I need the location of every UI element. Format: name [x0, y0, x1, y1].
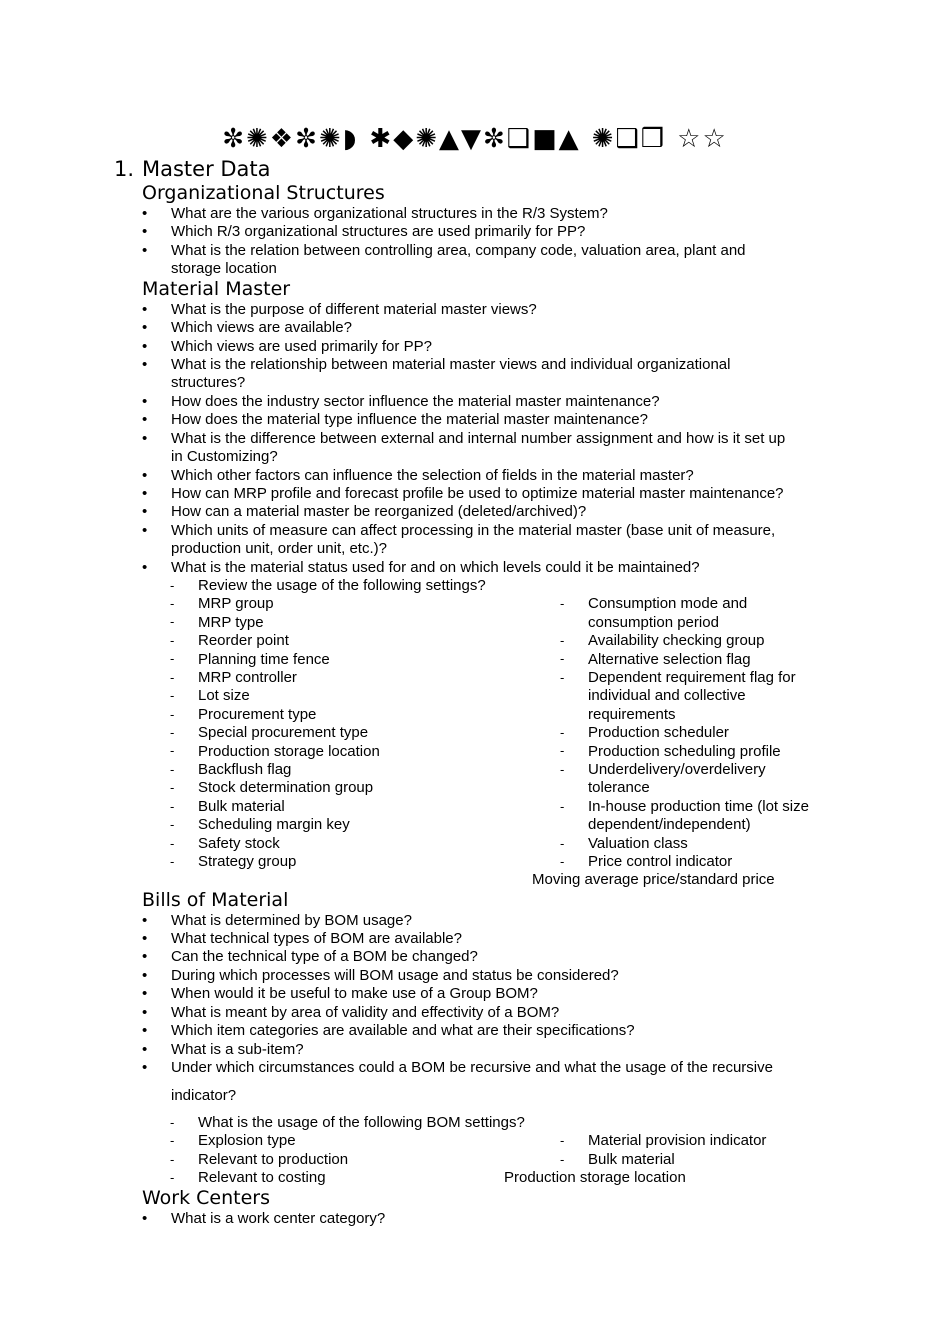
section-number: 1.	[114, 157, 135, 181]
dash: -	[170, 633, 175, 648]
setting-item: Planning time fence	[198, 651, 330, 668]
list-item: Which views are available?	[171, 319, 352, 336]
dash: -	[170, 1115, 175, 1130]
bullet: •	[142, 1041, 148, 1058]
setting-item: Explosion type	[198, 1132, 296, 1149]
setting-item: Safety stock	[198, 835, 280, 852]
dash: -	[560, 633, 565, 648]
dash: -	[170, 670, 175, 685]
dash: -	[170, 799, 175, 814]
heading-org-structures: Organizational Structures	[142, 182, 385, 204]
bullet: •	[142, 948, 148, 965]
dash: -	[170, 578, 175, 593]
setting-item: Backflush flag	[198, 761, 292, 778]
setting-item: Valuation class	[588, 835, 688, 852]
dash: -	[560, 670, 565, 685]
heading-work-centers: Work Centers	[142, 1187, 270, 1209]
dash: -	[170, 707, 175, 722]
setting-item: Bulk material	[198, 798, 285, 815]
list-item: What is a work center category?	[171, 1210, 386, 1227]
list-item: What technical types of BOM are available?	[171, 930, 462, 947]
dash: -	[170, 688, 175, 703]
list-item: During which processes will BOM usage and status be considered?	[171, 967, 619, 984]
setting-item: MRP controller	[198, 669, 297, 686]
bullet: •	[142, 1059, 148, 1076]
setting-item: Bulk material	[588, 1151, 675, 1168]
bullet: •	[142, 1022, 148, 1039]
list-item-cont: production unit, order unit, etc.)?	[171, 540, 387, 557]
list-item: What are the various organizational structures in the R/3 System?	[171, 205, 608, 222]
list-item: What is a sub-item?	[171, 1041, 304, 1058]
dash: -	[170, 1170, 175, 1185]
setting-item: In-house production time (lot size	[588, 798, 809, 815]
list-item: What is the purpose of different material master views?	[171, 301, 537, 318]
setting-item: Production scheduling profile	[588, 743, 781, 760]
setting-item: Availability checking group	[588, 632, 765, 649]
bullet: •	[142, 985, 148, 1002]
heading-material-master: Material Master	[142, 278, 291, 300]
dash: -	[170, 762, 175, 777]
heading-bills-of-material: Bills of Material	[142, 889, 289, 911]
setting-item: Alternative selection flag	[588, 651, 751, 668]
bullet: •	[142, 503, 148, 520]
document-title: ✼✺❖✼✺◗ ✱◆✺▲▼✼❑■▲ ✺❑❒ ☆☆	[222, 124, 728, 154]
dash: -	[170, 780, 175, 795]
bullet: •	[142, 485, 148, 502]
dash: -	[560, 725, 565, 740]
list-item: What is the material status used for and on which levels could it be maintained?	[171, 559, 700, 576]
setting-item: Production storage location	[198, 743, 380, 760]
setting-item: Relevant to costing	[198, 1169, 326, 1186]
setting-item: Special procurement type	[198, 724, 369, 741]
bullet: •	[142, 930, 148, 947]
dash: -	[170, 651, 175, 666]
setting-item-cont: dependent/independent)	[588, 816, 751, 833]
dash: -	[170, 836, 175, 851]
setting-item: Price control indicator	[588, 853, 733, 870]
list-item: What is the relation between controlling area, company code, valuation area, plant and	[171, 242, 746, 259]
setting-item: Procurement type	[198, 706, 317, 723]
bullet: •	[142, 338, 148, 355]
bullet: •	[142, 393, 148, 410]
bullet: •	[142, 1210, 148, 1227]
bullet: •	[142, 559, 148, 576]
list-item: How does the industry sector influence the material master maintenance?	[171, 393, 660, 410]
list-item: Under which circumstances could a BOM be recursive and what the usage of the recursive	[171, 1059, 773, 1076]
bullet: •	[142, 411, 148, 428]
list-item: Which units of measure can affect processing in the material master (base unit of measure,	[171, 522, 776, 539]
setting-item: Strategy group	[198, 853, 297, 870]
setting-item-cont: consumption period	[588, 614, 719, 631]
dash: -	[170, 725, 175, 740]
list-item: Can the technical type of a BOM be changed?	[171, 948, 478, 965]
list-item: Which item categories are available and what are their specifications?	[171, 1022, 635, 1039]
setting-item-cont: Moving average price/standard price	[532, 871, 775, 888]
list-item-cont: storage location	[171, 260, 277, 277]
setting-item: MRP group	[198, 595, 274, 612]
dash: -	[170, 817, 175, 832]
dash: -	[560, 836, 565, 851]
dash: -	[560, 1152, 565, 1167]
bullet: •	[142, 522, 148, 539]
dash: -	[170, 1133, 175, 1148]
setting-item: Underdelivery/overdelivery	[588, 761, 766, 778]
bullet: •	[142, 467, 148, 484]
dash: -	[170, 743, 175, 758]
bullet: •	[142, 242, 148, 259]
bullet: •	[142, 223, 148, 240]
list-item: Which R/3 organizational structures are used primarily for PP?	[171, 223, 586, 240]
bullet: •	[142, 356, 148, 373]
list-item: What is determined by BOM usage?	[171, 912, 412, 929]
list-item-cont: indicator?	[171, 1087, 237, 1104]
sub-item: Review the usage of the following settings?	[198, 577, 486, 594]
sub-item: What is the usage of the following BOM settings?	[198, 1114, 525, 1131]
list-item: Which views are used primarily for PP?	[171, 338, 432, 355]
list-item: What is the difference between external and internal number assignment and how is it set up	[171, 430, 786, 447]
list-item: Which other factors can influence the selection of fields in the material master?	[171, 467, 694, 484]
dash: -	[170, 596, 175, 611]
dash: -	[560, 651, 565, 666]
setting-item: Scheduling margin key	[198, 816, 350, 833]
setting-item: Production scheduler	[588, 724, 729, 741]
list-item-cont: structures?	[171, 374, 246, 391]
list-item: What is the relationship between material master views and individual organizational	[171, 356, 731, 373]
setting-item: MRP type	[198, 614, 264, 631]
setting-item: Material provision indicator	[588, 1132, 767, 1149]
dash: -	[560, 743, 565, 758]
setting-item: Relevant to production	[198, 1151, 349, 1168]
list-item: How does the material type influence the material master maintenance?	[171, 411, 648, 428]
bullet: •	[142, 430, 148, 447]
setting-item: Reorder point	[198, 632, 289, 649]
bullet: •	[142, 1004, 148, 1021]
dash: -	[170, 1152, 175, 1167]
setting-item: Lot size	[198, 687, 250, 704]
setting-item-cont: requirements	[588, 706, 676, 723]
setting-item-cont: tolerance	[588, 779, 650, 796]
setting-item: Stock determination group	[198, 779, 374, 796]
bullet: •	[142, 319, 148, 336]
list-item: How can MRP profile and forecast profile be used to optimize material master maintenance?	[171, 485, 784, 502]
dash: -	[560, 854, 565, 869]
bullet: •	[142, 912, 148, 929]
section-title: Master Data	[142, 157, 271, 181]
dash: -	[560, 596, 565, 611]
bullet: •	[142, 967, 148, 984]
dash: -	[170, 614, 175, 629]
dash: -	[560, 799, 565, 814]
list-item: When would it be useful to make use of a Group BOM?	[171, 985, 538, 1002]
dash: -	[560, 1133, 565, 1148]
list-item: What is meant by area of validity and effectivity of a BOM?	[171, 1004, 560, 1021]
setting-item-cont: Production storage location	[504, 1169, 686, 1186]
list-item-cont: in Customizing?	[171, 448, 278, 465]
dash: -	[560, 762, 565, 777]
dash: -	[170, 854, 175, 869]
setting-item: Dependent requirement flag for	[588, 669, 796, 686]
setting-item: Consumption mode and	[588, 595, 748, 612]
bullet: •	[142, 205, 148, 222]
bullet: •	[142, 301, 148, 318]
list-item: How can a material master be reorganized (deleted/archived)?	[171, 503, 587, 520]
setting-item-cont: individual and collective	[588, 687, 746, 704]
